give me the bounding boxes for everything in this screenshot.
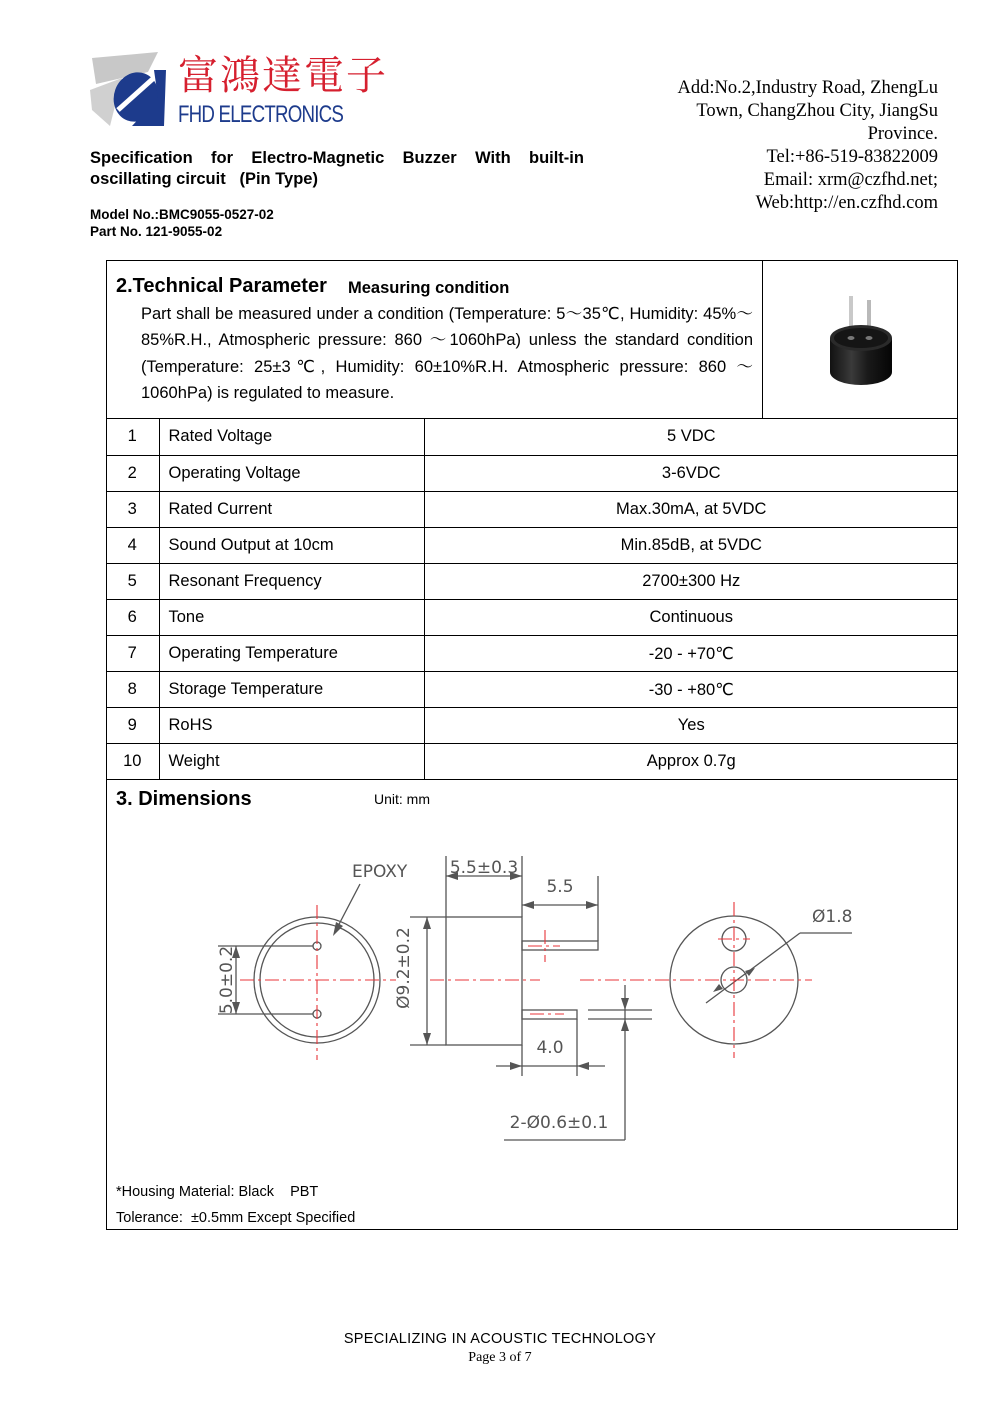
param-name: Operating Voltage	[159, 455, 424, 491]
housing-material-note: *Housing Material: Black PBT	[116, 1184, 319, 1200]
address-line: Town, ChangZhou City, JiangSu	[696, 101, 938, 121]
dimensions-unit: Unit: mm	[374, 791, 430, 807]
measuring-condition-label: Measuring condition	[348, 279, 510, 297]
spec-title	[90, 148, 584, 190]
param-index: 6	[106, 599, 159, 635]
table-row	[106, 672, 958, 708]
email-line: Email: xrm@czfhd.net;	[763, 170, 938, 190]
table-row	[106, 527, 958, 563]
page-number: Page 3 of 7	[468, 1350, 532, 1365]
company-address	[518, 77, 938, 215]
pin-pitch-label: 5.0±0.2	[217, 945, 237, 1015]
logo-mark-icon	[88, 50, 180, 132]
param-name: Weight	[159, 744, 424, 780]
table-row	[106, 708, 958, 744]
logo-english-name: FHD ELECTRONICS	[178, 101, 344, 128]
spec-title-word: With	[475, 149, 511, 167]
param-value: -30 - +80℃	[424, 672, 958, 708]
param-value: Continuous	[424, 599, 958, 635]
param-value: Min.85dB, at 5VDC	[424, 527, 958, 563]
param-name: RoHS	[159, 708, 424, 744]
param-value: 5 VDC	[424, 419, 958, 455]
param-name: Operating Temperature	[159, 636, 424, 672]
param-value: Max.30mA, at 5VDC	[424, 491, 958, 527]
param-index: 8	[106, 672, 159, 708]
param-index: 4	[106, 527, 159, 563]
param-index: 3	[106, 491, 159, 527]
param-value: -20 - +70℃	[424, 636, 958, 672]
param-index: 1	[106, 419, 159, 455]
measuring-condition-text: Part shall be measured under a condition (Temperature: 5～35℃, Humidity: 45%～85%R.H., Atmospheric pressure: 860 ～1060hPa) unless the standard condition (Temperature: 25±3℃, Humidity: 60±10%R.H. Atmospheric pressure: 860 ～1060hPa) is regulated to measure.	[141, 305, 753, 402]
logo-chinese-name: 富鴻達電子	[178, 53, 388, 99]
param-value: 3-6VDC	[424, 455, 958, 491]
epoxy-label: EPOXY	[352, 862, 408, 882]
param-index: 7	[106, 636, 159, 672]
pin-offset-label: 4.0	[536, 1038, 564, 1058]
dimension-drawing	[200, 845, 880, 1155]
spec-title-word: for	[211, 149, 234, 167]
tolerance-note: Tolerance: ±0.5mm Except Specified	[116, 1210, 356, 1226]
spec-title-word: Buzzer	[402, 149, 457, 167]
spec-title-word: Electro-Magnetic	[251, 149, 385, 167]
product-photo-box	[763, 260, 958, 419]
pin-length-label: 5.5	[546, 877, 574, 897]
param-name: Rated Current	[159, 491, 424, 527]
param-value: Approx 0.7g	[424, 744, 958, 780]
param-index: 5	[106, 563, 159, 599]
param-index: 10	[106, 744, 159, 780]
param-name: Storage Temperature	[159, 672, 424, 708]
table-row	[106, 599, 958, 635]
param-index: 2	[106, 455, 159, 491]
param-name: Rated Voltage	[159, 419, 424, 455]
address-line: Province.	[867, 124, 938, 144]
table-row	[106, 563, 958, 599]
footer-tagline: SPECIALIZING IN ACOUSTIC TECHNOLOGY	[343, 1331, 657, 1347]
diameter-label: Ø9.2±0.2	[394, 927, 414, 1009]
buzzer-photo-icon	[763, 260, 958, 419]
table-row	[106, 744, 958, 780]
table-row	[106, 419, 958, 455]
param-index: 9	[106, 708, 159, 744]
table-row	[106, 491, 958, 527]
param-name: Resonant Frequency	[159, 563, 424, 599]
phone-line: Tel:+86-519-83822009	[766, 147, 938, 167]
dimensions-heading: 3. Dimensions	[116, 788, 252, 810]
table-row	[106, 455, 958, 491]
model-info	[90, 206, 274, 240]
pin-diameter-label: 2-Ø0.6±0.1	[509, 1113, 609, 1133]
side-view-body	[446, 917, 522, 1045]
spec-title-line2: oscillating circuit (Pin Type)	[90, 170, 318, 188]
param-value: 2700±300 Hz	[424, 563, 958, 599]
web-line: Web:http://en.czfhd.com	[755, 193, 938, 213]
technical-parameter-heading: 2.Technical Parameter	[116, 275, 327, 297]
model-number: Model No.:BMC9055-0527-02	[90, 207, 274, 222]
part-number: Part No. 121-9055-02	[90, 224, 223, 239]
param-name: Sound Output at 10cm	[159, 527, 424, 563]
table-row	[106, 636, 958, 672]
address-line: Add:No.2,Industry Road, ZhengLu	[677, 78, 938, 98]
spec-title-word: built-in	[528, 149, 584, 167]
height-label: 5.5±0.3	[449, 858, 519, 878]
param-value: Yes	[424, 708, 958, 744]
parameter-table	[106, 419, 958, 780]
param-name: Tone	[159, 599, 424, 635]
hole-diameter-label: Ø1.8	[812, 907, 853, 927]
spec-title-word: Specification	[90, 149, 193, 167]
